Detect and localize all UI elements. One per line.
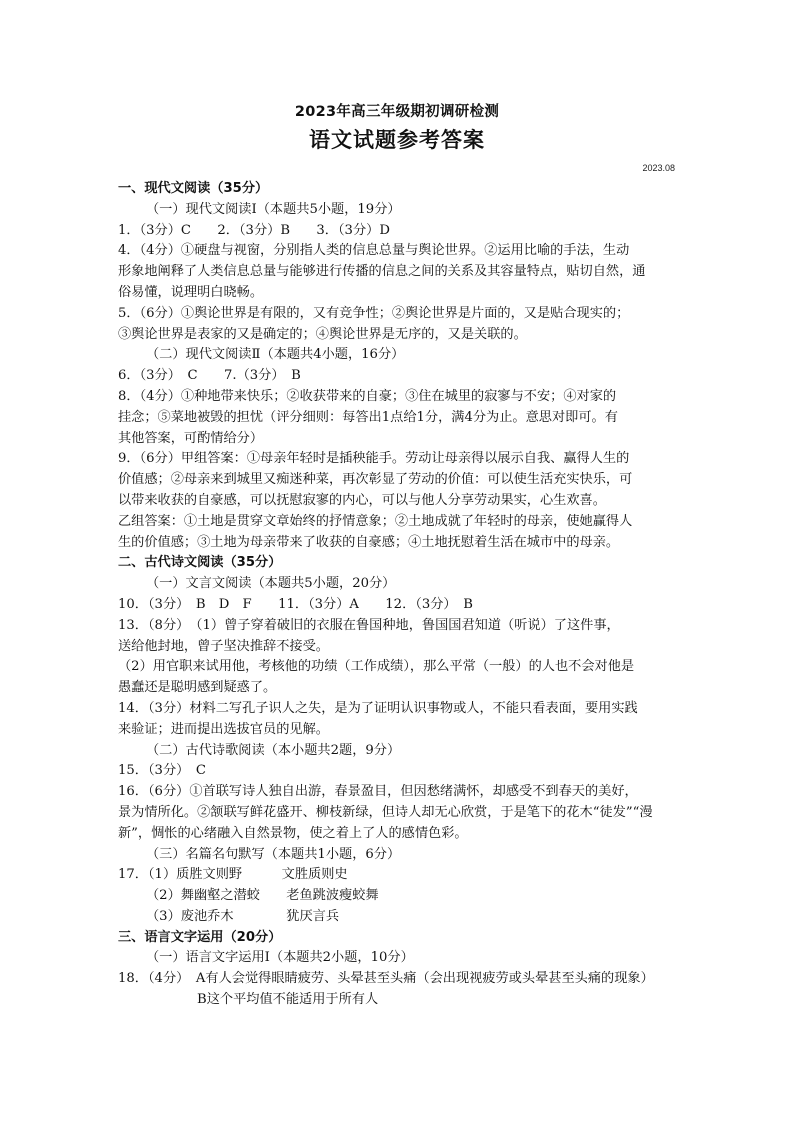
answer-line: 13．（8分） （1）曾子穿着破旧的衣服在鲁国种地，鲁国国君知道（听说）了这件事， [118, 617, 620, 633]
section-heading: 一、现代文阅读（35分） [118, 181, 269, 196]
answer-line: 6．（3分） C 7.（3分） B [118, 368, 301, 384]
answer-line: 4．（4分）①硬盘与视窗，分别指人类的信息总量与舆论世界。②运用比喻的手法，生动 [118, 243, 630, 259]
answer-line: （2）用官职来试用他，考核他的功绩（工作成绩），那么平常（一般）的人也不会对他是 [118, 659, 635, 675]
subsection-heading: （二）现代文阅读Ⅱ（本题共4小题，16分） [146, 347, 405, 363]
subsection-heading: （一）现代文阅读Ⅰ（本题共5小题，19分） [146, 201, 401, 217]
answer-line: 景为情所化。②颔联写鲜花盛开、柳枝新绿，但诗人却无心欣赏，于是笔下的花木“徒发”“漫 [118, 804, 653, 820]
answer-line: 挂念；⑤菜地被毁的担忧（评分细则：每答出1点给1分，满4分为止。意思对即可。有 [118, 409, 618, 425]
subsection-heading: （三）名篇名句默写（本题共1小题，6分） [146, 846, 401, 862]
answer-body [118, 179, 678, 1011]
answer-line: 形象地阐释了人类信息总量与能够进行传播的信息之间的关系及其容量特点，贴切自然，通 [118, 264, 646, 280]
answer-line: 乙组答案：①土地是贯穿文章始终的抒情意象；②土地成就了年轻时的母亲，使她赢得人 [118, 513, 633, 529]
answer-line: 生的价值感；③土地为母亲带来了收获的自豪感；④土地抚慰着生活在城市中的母亲。 [118, 534, 620, 550]
subsection-heading: （二）古代诗歌阅读（本小题共2题，9分） [146, 742, 401, 758]
answer-line: ③舆论世界是表家的又是确定的；④舆论世界是无序的，又是关联的。 [118, 326, 527, 342]
answer-line: 17．（1）质胜文则野 文胜质则史 [118, 867, 348, 883]
section-heading: 二、古代诗文阅读（35分） [118, 555, 282, 571]
answer-line: 1．（3分）C 2．（3分）B 3．（3分）D [118, 222, 390, 238]
answer-line: 以带来收获的自豪感，可以抚慰寂寥的内心，可以与他人分享劳动果实，心生欢喜。 [118, 492, 606, 508]
answer-line: 14．（3分）材料二写孔子识人之失，是为了证明认识事物或人，不能只看表面，要用实践 [118, 700, 638, 716]
answer-line: 愚蠢还是聪明感到疑惑了。 [118, 680, 277, 696]
answer-line: 5．（6分）①舆论世界是有限的，又有竞争性；②舆论世界是片面的，又是贴合现实的； [118, 305, 630, 321]
answer-line: 15．（3分） C [118, 763, 206, 779]
answer-line: 10．（3分） B D F 11．（3分）A 12．（3分） B [118, 596, 473, 612]
answer-line: 16．（6分）①首联写诗人独自出游，春景盈目，但因愁绪满怀，却感受不到春天的美好， [118, 784, 638, 800]
answer-line: 18．（4分） A有人会觉得眼睛疲劳、头晕甚至头痛（会出现视疲劳或头晕甚至头痛的现象） [118, 971, 654, 987]
exam-title: 2023年高三年级期初调研检测 [294, 104, 500, 120]
subsection-heading: （一）文言文阅读（本题共5小题，20分） [146, 576, 396, 592]
section-heading: 三、语言文字运用（20分） [118, 929, 282, 945]
answer-line: 俗易懂，说理明白晓畅。 [118, 284, 264, 300]
answer-key-title: 语文试题参考答案 [309, 128, 485, 152]
subsection-heading: （一）语言文字运用Ⅰ（本题共2小题，10分） [146, 950, 414, 966]
answer-line: 送给他封地，曾子坚决推辞不接受。 [118, 638, 329, 654]
answer-line: 价值感；②母亲来到城里又痴迷种菜，再次彰显了劳动的价值：可以使生活充实快乐，可 [118, 472, 633, 488]
answer-line: 新”，惆怅的心绪融入自然景物，使之着上了人的感情色彩。 [118, 825, 468, 841]
answer-line: 来验证；进而提出选拔官员的见解。 [118, 721, 329, 737]
answer-line: （2）舞幽壑之潜蛟 老鱼跳波瘦蛟舞 [146, 888, 379, 904]
answer-line: 8．（4分）①种地带来快乐；②收获带来的自豪；③住在城里的寂寥与不安；④对家的 [118, 388, 617, 404]
answer-line: （3）废池乔木 犹厌言兵 [146, 908, 340, 924]
date-label: 2023.08 [642, 163, 675, 173]
answer-line: 其他答案，可酌情给分） [118, 430, 264, 446]
answer-line: 9．（6分）甲组答案：①母亲年轻时是插秧能手。劳动让母亲得以展示自我、赢得人生的 [118, 451, 630, 467]
answer-line: B这个平均值不能适用于所有人 [197, 992, 379, 1008]
